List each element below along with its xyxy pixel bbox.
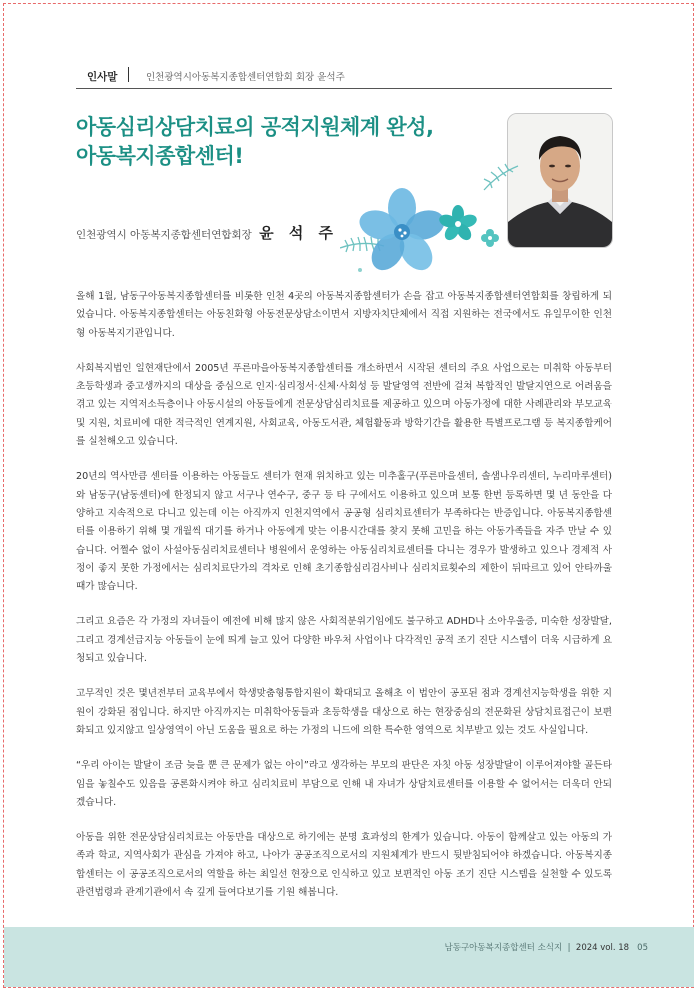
paragraph: 올해 1월, 남동구아동복지종합센터를 비롯한 인천 4곳의 아동복지종합센터가 손을 잡고 아동복지종합센터연합회를 창립하게 되었습니다. 아동복지종합센터는 아동친화형 아동전문상담소이면서 지방자치단체에서 직접 지원하는 전국에서도 유일무이한 인천형 아동복지기관입니다. — [76, 291, 612, 339]
portrait-photo — [507, 113, 613, 248]
portrait-icon — [508, 114, 612, 247]
footer-separator: | — [567, 943, 571, 953]
page-number: 05 — [637, 943, 648, 953]
section-subtitle: 인천광역시아동복지종합센터연합회 회장 윤석주 — [146, 72, 345, 83]
paragraph: “우리 아이는 발달이 조금 늦을 뿐 큰 문제가 없는 아이”라고 생각하는 부모의 판단은 자칫 아동 성장발달이 이루어져야할 골든타임을 놓칠수도 있음을 공론화시켜야 하고 심리치료비 부담으로 인해 내 자녀가 상담치료센터를 이용할 수 없어서는 더욱더 안되겠습니다. — [76, 760, 612, 808]
flower-decoration-icon — [340, 160, 520, 285]
letter-body — [76, 288, 612, 919]
paragraph: 20년의 역사만큼 센터를 이용하는 아동들도 센터가 현재 위치하고 있는 미추홀구(푸른마을센터, 솔샘나우리센터, 누리마루센터)와 남동구(남동센터)에 한정되지 않고 서구나 연수구, 중구 등 타 구에서도 이용하고 있으며 보통 한번 등록하면 몇 년 동안을 다양하고 지속적으로 다니고 있는데 이는 아직까지 인천지역에서 공공형 심리치료센터가 부족하다는 반증입니다. 아동복지종합센터를 이용하기 위해 몇 개월씩 대기를 하거나 아동에게 맞는 이용시간대를 찾지 못해 고민을 하는 아동가족들을 자주 만날 수 있습니다. 어쩔수 없이 사설아동심리치료센터나 병원에서 운영하는 아동심리치료센터를 다니는 경우가 발생하고 있으나 경제적 사정이 좋지 못한 가정에서는 심리치료단가의 격차로 인해 초기종합심리검사비나 심리치료횟수의 제한이 뒤따르고 있어 안타까울 때가 많습니다. — [76, 471, 612, 593]
footer-text — [445, 941, 648, 953]
paragraph: 고무적인 것은 몇년전부터 교육부에서 학생맞춤형통합지원이 확대되고 올해초 이 법안이 공포된 점과 경계선지능학생을 위한 지원이 강화된 점입니다. 하지만 아직까지는 미취학아동들과 초등학생을 대상으로 하는 현장중심의 전문화된 상담치료접근이 보편화되고 있지않고 일상영역이 아닌 도움을 필요로 하는 가정의 니드에 의한 특수한 영역으로 치부받고 있는 것도 사실입니다. — [76, 688, 612, 736]
author-name: 윤 석 주 — [259, 224, 339, 242]
author-affiliation: 인천광역시 아동복지종합센터연합회장 — [76, 229, 252, 241]
paragraph: 그리고 요즘은 각 가정의 자녀들이 예전에 비해 많지 않은 사회적분위기임에도 불구하고 ADHD나 소아우울증, 미숙한 성장발달, 그리고 경계선급지능 아동들이 눈에 띄게 늘고 있어 다양한 바우처 사업이나 다각적인 공적 조기 진단 시스템이 더욱 시급하게 요청되고 있습니다. — [76, 616, 612, 665]
section-header — [76, 66, 612, 89]
section-category: 인사말 — [87, 71, 118, 83]
paragraph: 아동을 위한 전문상담심리치료는 아동만을 대상으로 하기에는 분명 효과성의 한계가 있습니다. 아동이 함께살고 있는 아동의 가족과 학교, 지역사회가 관심을 가져야 하고, 나아가 공공조직으로서의 지원체계가 반드시 뒷받침되어야 하겠습니다. 아동복지종합센터는 이 공공조직으로서의 역할을 하는 최일선 현장으로 인식하고 있고 보편적인 아동 조기 진단 시스템을 실천할 수 있도록 관련법령과 관계기관에서 속 깊게 들여다보기를 기원 해봅니다. — [76, 832, 612, 899]
volume-label: 2024 vol. 18 — [575, 943, 630, 953]
paragraph: 사회복지법인 일현재단에서 2005년 푸른마을아동복지종합센터를 개소하면서 시작된 센터의 주요 사업으로는 미취학 아동부터 초등학생과 중고생까지의 대상을 중심으로 인지·심리정서·신체·사회성 등 발달영역 전반에 걸쳐 복합적인 발달지연으로 어려움을 겪고 있는 지역저소득층이나 아동시설의 아동들에게 전문상담심리치료를 제공하고 있으며 아동가정에 대한 사례관리와 부모교육 및 지원, 치료비에 대한 적극적인 연계지원, 사회교육, 아동도서관, 체험활동과 방학기간을 활용한 특별프로그램 등 복지종합케어를 실천해오고 있습니다. — [76, 362, 612, 448]
publication-name: 남동구아동복지종합센터 소식지 — [444, 943, 563, 953]
author-line — [76, 222, 338, 243]
header-divider — [128, 67, 129, 82]
title-line-2: 아동복지종합센터! — [76, 144, 244, 168]
page-footer — [4, 927, 694, 987]
title-line-1: 아동심리상담치료의 공적지원체계 완성, — [76, 115, 434, 139]
